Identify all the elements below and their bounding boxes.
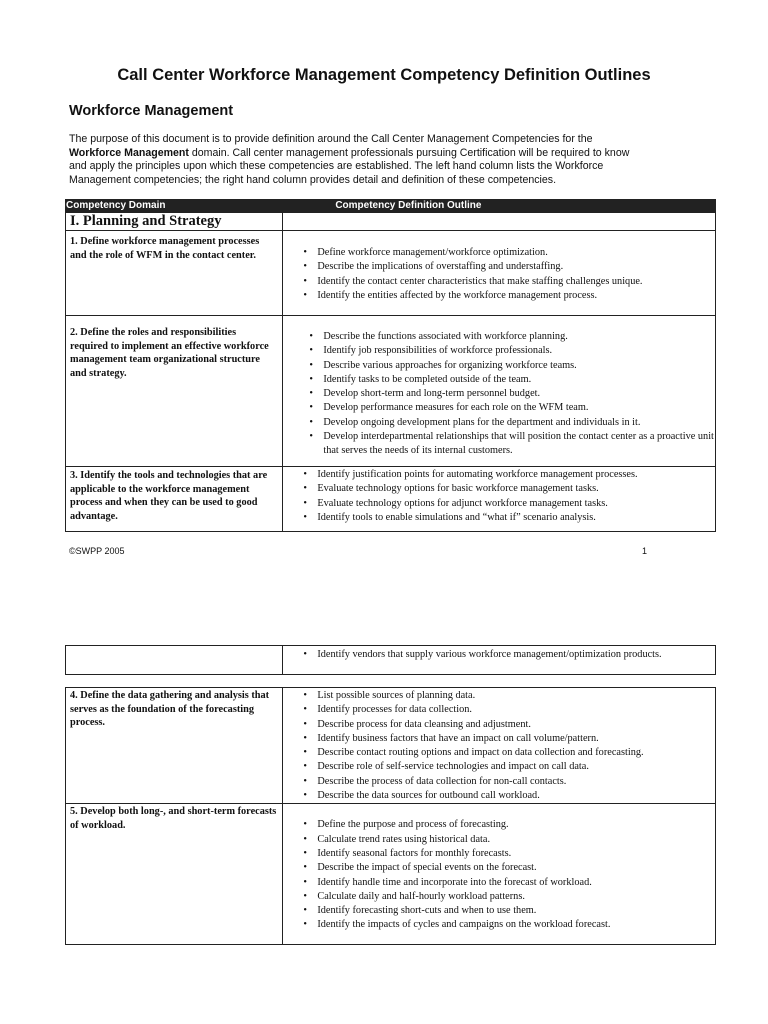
table-row <box>66 231 716 316</box>
document-title: Call Center Workforce Management Competency Definition Outlines <box>117 66 651 84</box>
list-item: • Define workforce management/workforce optimization. <box>317 246 715 260</box>
intro-paragraph <box>69 133 719 188</box>
list-item: • Describe various approaches for organizing workforce teams. <box>323 359 715 373</box>
continued-table <box>65 645 716 675</box>
list-item: • List possible sources of planning data. <box>317 689 715 703</box>
outline-cell <box>283 316 716 467</box>
list-item: • Define the purpose and process of forecasting. <box>317 818 715 832</box>
section-row <box>66 213 716 231</box>
list-item: • Describe contact routing options and impact on data collection and forecasting. <box>317 746 715 760</box>
outline-cell <box>283 231 716 316</box>
table-row <box>66 316 716 467</box>
intro-line-2 <box>69 147 719 161</box>
table-row <box>66 467 716 532</box>
list-item: • Identify forecasting short-cuts and when to use them. <box>317 904 715 918</box>
competency-table-continued <box>65 687 716 945</box>
list-item: • Calculate daily and half-hourly workload patterns. <box>317 890 715 904</box>
list-item: • Identify processes for data collection. <box>317 703 715 717</box>
bullet-list <box>283 246 715 303</box>
header-competency-domain: Competency Domain <box>66 200 283 213</box>
list-item: • Identify vendors that supply various workforce management/optimization products. <box>317 648 715 662</box>
list-item: • Describe process for data cleansing and adjustment. <box>317 718 715 732</box>
domain-cell: 3. Identify the tools and technologies that are applicable to the workforce management process and when they can be used to good advantage. <box>66 467 283 532</box>
intro-line-3: and apply the principles upon which these competencies are established. The left hand column lists the Workforce <box>69 160 604 173</box>
intro-bold-term: Workforce Management <box>69 146 189 159</box>
bullet-list <box>283 330 715 459</box>
table-row <box>66 646 716 675</box>
list-item: • Identify handle time and incorporate into the forecast of workload. <box>317 876 715 890</box>
list-item: • Identify tasks to be completed outside of the team. <box>323 373 715 387</box>
domain-cell: 1. Define workforce management processes and the role of WFM in the contact center. <box>66 231 283 316</box>
list-item: • Develop short-term and long-term personnel budget. <box>323 387 715 401</box>
list-item: • Evaluate technology options for adjunct workforce management tasks. <box>317 497 715 511</box>
list-item: • Develop interdepartmental relationships that will position the contact center as a proactive unit that serves the needs of its internal customers. <box>323 430 715 459</box>
list-item: • Identify the impacts of cycles and campaigns on the workload forecast. <box>317 918 715 932</box>
list-item: • Identify job responsibilities of workforce professionals. <box>323 344 715 358</box>
section-title: I. Planning and Strategy <box>66 213 283 231</box>
table-row <box>66 804 716 945</box>
footer-copyright: ©SWPP 2005 <box>69 546 125 556</box>
list-item: • Describe the process of data collection for non-call contacts. <box>317 775 715 789</box>
domain-cell: 5. Develop both long-, and short-term forecasts of workload. <box>66 804 283 945</box>
outline-cell <box>283 804 716 945</box>
outline-cell <box>283 467 716 532</box>
section-heading: Workforce Management <box>69 103 234 119</box>
outline-cell <box>283 688 716 804</box>
list-item: • Describe the impact of special events on the forecast. <box>317 861 715 875</box>
domain-cell-empty <box>66 646 283 675</box>
competency-table <box>65 199 716 532</box>
list-item: • Develop performance measures for each role on the WFM team. <box>323 401 715 415</box>
intro-line-1: The purpose of this document is to provide definition around the Call Center Management Competencies for the <box>69 133 593 145</box>
domain-cell: 2. Define the roles and responsibilities required to implement an effective workforce management team organizational structure and strategy. <box>66 316 283 467</box>
outline-cell <box>283 646 716 675</box>
list-item: • Identify seasonal factors for monthly forecasts. <box>317 847 715 861</box>
list-item: • Describe the implications of overstaffing and understaffing. <box>317 260 715 274</box>
intro-line-2-rest: domain. Call center management professionals pursuing Certification will be required to know <box>188 146 630 159</box>
domain-cell: 4. Define the data gathering and analysis that serves as the foundation of the forecasting process. <box>66 688 283 804</box>
bullet-list <box>283 818 715 932</box>
footer-page-number: 1 <box>642 546 648 556</box>
list-item: • Identify business factors that have an impact on call volume/pattern. <box>317 732 715 746</box>
table-header-row <box>66 200 716 213</box>
list-item: • Describe the data sources for outbound call workload. <box>317 789 715 803</box>
intro-line-4: Management competencies; the right hand column provides detail and definition of these competencies. <box>69 174 557 187</box>
list-item: • Identify tools to enable simulations and “what if” scenario analysis. <box>317 511 715 525</box>
header-competency-outline: Competency Definition Outline <box>283 200 716 213</box>
list-item: • Describe role of self-service technologies and impact on call data. <box>317 760 715 774</box>
list-item: • Calculate trend rates using historical data. <box>317 833 715 847</box>
table-row <box>66 688 716 804</box>
list-item: • Develop ongoing development plans for the department and individuals in it. <box>323 416 715 430</box>
list-item: • Identify the contact center characteristics that make staffing challenges unique. <box>317 275 715 289</box>
list-item: • Identify justification points for automating workforce management processes. <box>317 468 715 482</box>
bullet-list <box>283 468 715 525</box>
bullet-list <box>283 689 715 803</box>
list-item: • Evaluate technology options for basic workforce management tasks. <box>317 482 715 496</box>
section-spacer <box>283 213 716 231</box>
list-item: • Identify the entities affected by the workforce management process. <box>317 289 715 303</box>
list-item: • Describe the functions associated with workforce planning. <box>323 330 715 344</box>
bullet-list <box>283 648 715 662</box>
